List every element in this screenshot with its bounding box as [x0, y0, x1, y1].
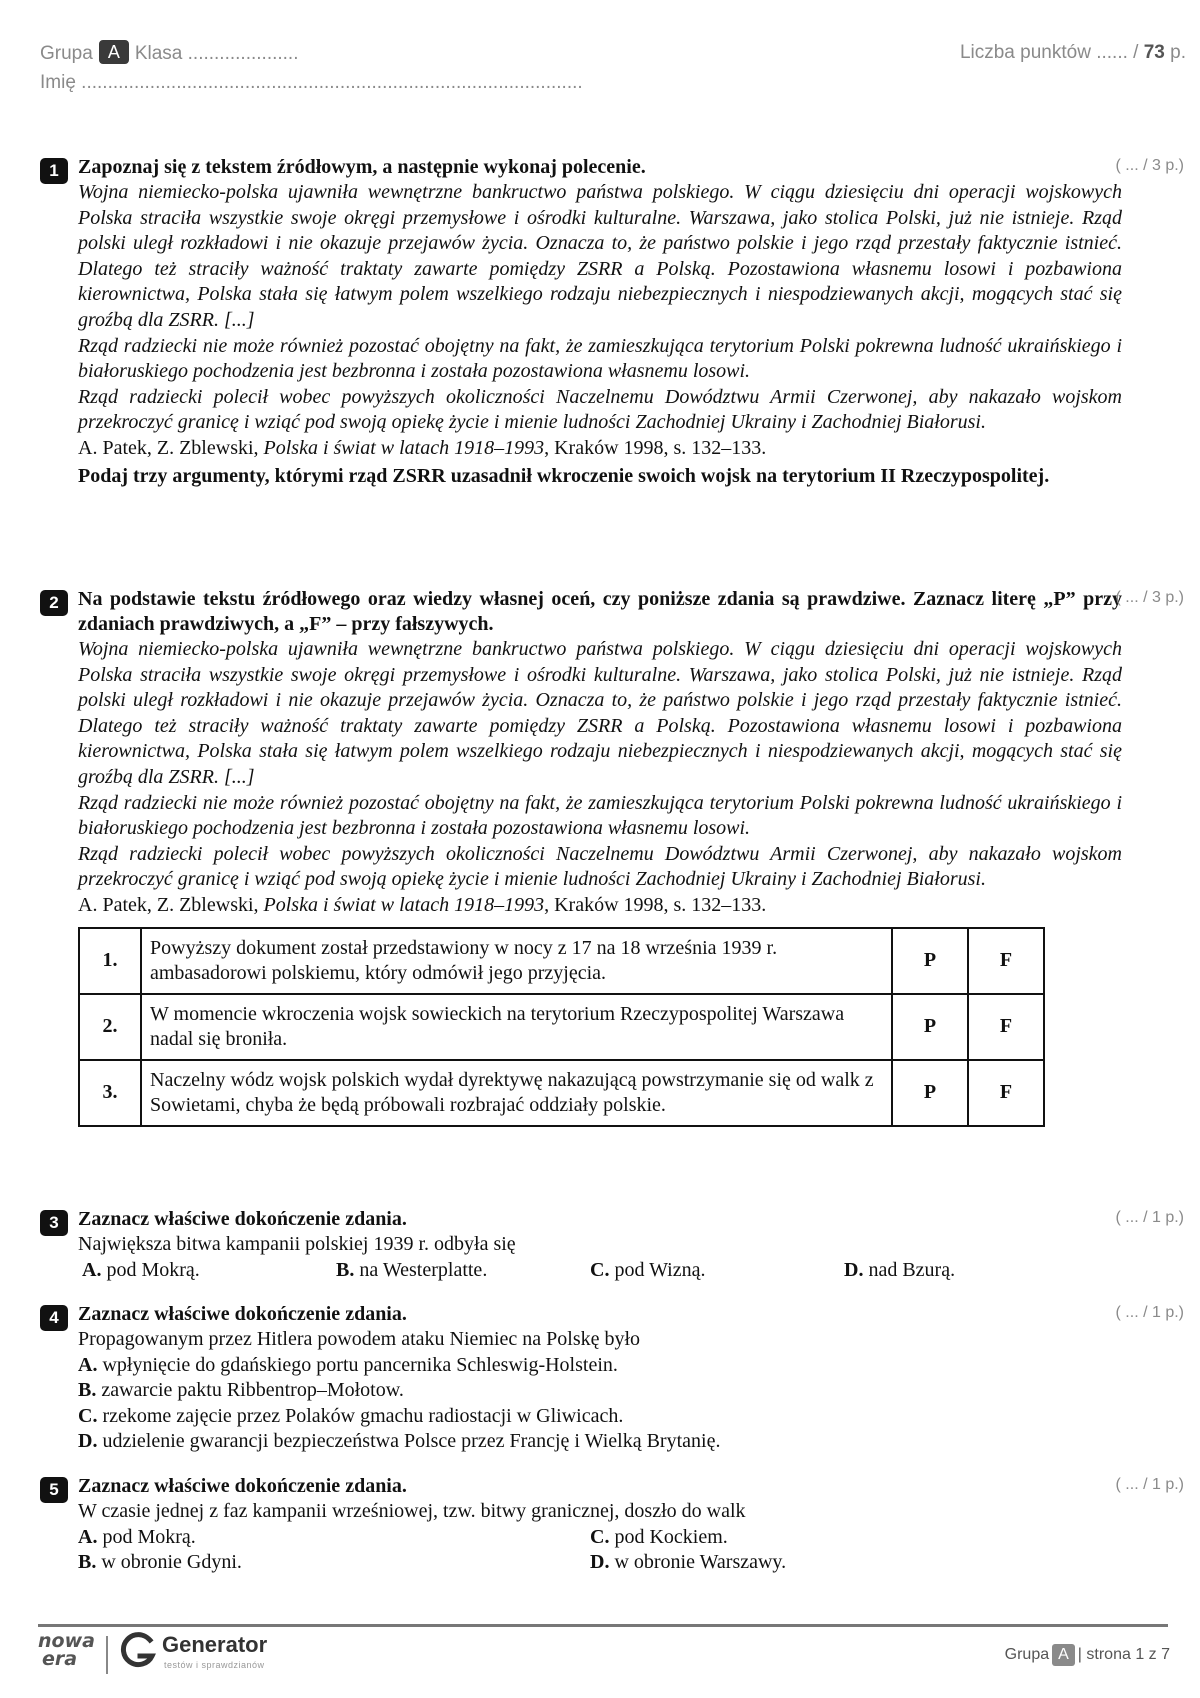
task-1 [40, 155, 1184, 489]
true-option[interactable]: P [892, 994, 968, 1060]
class-label: Klasa ..................... [134, 43, 299, 64]
task-number-badge: 1 [40, 158, 68, 184]
task-number-badge: 4 [40, 1305, 68, 1331]
option-text: wpłynięcie do gdańskiego portu pancernika Schleswig-Holstein. [97, 1353, 618, 1376]
task-instruction: Zaznacz właściwe dokończenie zdania. [78, 1475, 407, 1497]
generator-logo-text: Generator [162, 1632, 268, 1657]
answer-options [78, 1525, 1122, 1576]
generator-logo-icon [120, 1632, 156, 1672]
citation-rest: , Kraków 1998, s. 132–133. [544, 436, 767, 459]
option-c[interactable] [590, 1258, 844, 1283]
false-option[interactable]: F [968, 994, 1044, 1060]
row-statement: Naczelny wódz wojsk polskich wydał dyrektywę nakazującą powstrzymanie się od walk z Sowietami, chyba że będą próbowali rozbrajać oddziały polskie. [141, 1060, 892, 1126]
name-line [40, 72, 583, 94]
row-statement: Powyższy dokument został przedstawiony w nocy z 17 na 18 września 1939 r. ambasadorowi polskiemu, który odmówił jego przyjęcia. [141, 928, 892, 994]
option-text: nad Bzurą. [863, 1258, 956, 1281]
option-d[interactable] [844, 1258, 1098, 1283]
task-stem: Propagowanym przez Hitlera powodem ataku Niemiec na Polskę było [78, 1328, 641, 1350]
task-4 [40, 1302, 1184, 1455]
task-question: Podaj trzy argumenty, którymi rząd ZSRR uzasadnił wkroczenie swoich wojsk na terytorium II Rzeczypospolitej. [78, 464, 1050, 487]
points-suffix: p. [1170, 42, 1186, 63]
generator-logo-subtitle: testów i sprawdzianów [164, 1660, 265, 1670]
option-a[interactable] [78, 1525, 590, 1551]
citation-title: Polska i świat w latach 1918–1993 [263, 893, 545, 916]
task-points: ( ... / 1 p.) [1115, 1209, 1184, 1226]
option-letter: C. [590, 1258, 610, 1281]
source-paragraph: Rząd radziecki nie może również pozostać obojętny na fakt, że zamieszkująca terytorium Polski pokrewna ludność ukraińskiego i białoruskiego pochodzenia jest bezbronna i została pozostawiona własnemu losowi. [78, 791, 1122, 840]
nowa-era-logo [38, 1632, 95, 1668]
option-b[interactable] [78, 1550, 590, 1576]
task-points: ( ... / 3 p.) [1115, 157, 1184, 174]
true-option[interactable]: P [892, 928, 968, 994]
logo-era-text: era [42, 1648, 78, 1670]
points-label: Liczba punktów ...... / [959, 42, 1139, 63]
group-badge: A [99, 40, 129, 64]
page-number: | strona 1 z 7 [1077, 1646, 1170, 1663]
citation-authors: A. Patek, Z. Zblewski, [78, 893, 264, 916]
row-number: 3. [79, 1060, 141, 1126]
points-total: 73 [1143, 42, 1165, 63]
task-instruction: Zaznacz właściwe dokończenie zdania. [78, 1303, 407, 1325]
citation-title: Polska i świat w latach 1918–1993 [263, 436, 545, 459]
option-a[interactable] [78, 1353, 1122, 1379]
option-letter: B. [78, 1551, 97, 1574]
source-paragraph: Rząd radziecki polecił wobec powyższych okoliczności Naczelnemu Dowództwu Armii Czerwonej, aby nakazało wojskom przekroczyć granicę i wziąć pod swoją opiekę życie i mienie ludności Zachodniej Ukrainy i Zachodniej Białorusi. [78, 385, 1122, 434]
option-letter: D. [78, 1430, 98, 1453]
option-text: pod Mokrą. [97, 1525, 196, 1548]
source-paragraph: Wojna niemiecko-polska ujawniła wewnętrzne bankructwo państwa polskiego. W ciągu dziesięciu dni operacji wojskowych Polska straciła wszystkie swoje okręgi przemysłowe i ośrodki kulturalne. Warszawa, jako stolica Polski, już nie istnieje. Rząd polski uległ rozkładowi i nie okazuje przejawów życia. Oznacza to, że państwo polskie i jego rząd przestały faktycznie istnieć. Dlatego też straciły ważność traktaty zawarte pomiędzy ZSRR a Polską. Pozostawiona własnemu losowi i pozbawiona kierownictwa, Polska stała się łatwym polem wszelkiego rodzaju niebezpiecznych i niespodziewanych akcji, mogących stać się groźbą dla ZSRR. [...] [78, 638, 1122, 788]
task-instruction: Zapoznaj się z tekstem źródłowym, a następnie wykonaj polecenie. [78, 156, 646, 178]
option-text: pod Mokrą. [101, 1258, 200, 1281]
row-number: 2. [79, 994, 141, 1060]
table-row [79, 994, 1044, 1060]
option-b[interactable] [78, 1378, 1122, 1404]
option-letter: B. [336, 1258, 355, 1281]
table-row [79, 928, 1044, 994]
task-number-badge: 2 [40, 590, 68, 616]
task-2 [40, 587, 1184, 1127]
group-label: Grupa [40, 43, 93, 64]
row-statement: W momencie wkroczenia wojsk sowieckich na terytorium Rzeczypospolitej Warszawa nadal się broniła. [141, 994, 892, 1060]
option-text: na Westerplatte. [354, 1258, 488, 1281]
option-text: pod Wizną. [609, 1258, 706, 1281]
option-c[interactable] [78, 1404, 1122, 1430]
footer-group-badge: A [1052, 1644, 1075, 1666]
source-paragraph: Rząd radziecki polecił wobec powyższych okoliczności Naczelnemu Dowództwu Armii Czerwonej, aby nakazało wojskom przekroczyć granicę i wziąć pod swoją opiekę życie i mienie ludności Zachodniej Ukrainy i Zachodniej Białorusi. [78, 842, 1122, 891]
task-points: ( ... / 3 p.) [1115, 589, 1184, 606]
option-text: w obronie Gdyni. [96, 1551, 242, 1574]
page-footer-info [1005, 1644, 1170, 1666]
source-paragraph: Wojna niemiecko-polska ujawniła wewnętrzne bankructwo państwa polskiego. W ciągu dziesięciu dni operacji wojskowych Polska straciła wszystkie swoje okręgi przemysłowe i ośrodki kulturalne. Warszawa, jako stolica Polski, już nie istnieje. Rząd polski uległ rozkładowi i nie okazuje przejawów życia. Oznacza to, że państwo polskie i jego rząd przestały faktycznie istnieć. Dlatego też straciły ważność traktaty zawarte pomiędzy ZSRR a Polską. Pozostawiona własnemu losowi i pozbawiona kierownictwa, Polska stała się łatwym polem wszelkiego rodzaju niebezpiecznych i niespodziewanych akcji, mogących stać się groźbą dla ZSRR. [...] [78, 181, 1122, 331]
citation-authors: A. Patek, Z. Zblewski, [78, 436, 264, 459]
option-letter: A. [78, 1353, 98, 1376]
task-5 [40, 1474, 1184, 1576]
row-number: 1. [79, 928, 141, 994]
false-option[interactable]: F [968, 928, 1044, 994]
task-3 [40, 1207, 1184, 1283]
option-d[interactable] [590, 1550, 990, 1576]
footer-divider [38, 1624, 1168, 1627]
option-letter: A. [82, 1258, 102, 1281]
true-option[interactable]: P [892, 1060, 968, 1126]
task-instruction: Na podstawie tekstu źródłowego oraz wiedzy własnej oceń, czy poniższe zdania są prawdziwe. Zaznacz literę „P” przy zdaniach prawdziwych, a „F” – przy fałszywych. [78, 588, 1122, 635]
footer-group-label: Grupa [1004, 1646, 1050, 1663]
answer-options [82, 1258, 1122, 1283]
table-row [79, 1060, 1044, 1126]
option-letter: D. [844, 1258, 864, 1281]
source-citation [78, 436, 1122, 462]
option-text: udzielenie gwarancji bezpieczeństwa Polsce przez Francję i Wielką Brytanię. [97, 1430, 721, 1453]
option-letter: D. [590, 1551, 610, 1574]
option-b[interactable] [336, 1258, 590, 1283]
group-class-line [40, 40, 299, 65]
true-false-table [78, 927, 1045, 1127]
task-number-badge: 3 [40, 1210, 68, 1236]
source-citation [78, 893, 1122, 919]
false-option[interactable]: F [968, 1060, 1044, 1126]
option-a[interactable] [82, 1258, 336, 1283]
task-stem: Największa bitwa kampanii polskiej 1939 r. odbyła się [78, 1233, 516, 1255]
option-letter: C. [590, 1525, 610, 1548]
option-letter: B. [78, 1379, 97, 1402]
option-letter: C. [78, 1404, 98, 1427]
option-text: rzekome zajęcie przez Polaków gmachu radiostacji w Gliwicach. [97, 1404, 624, 1427]
task-points: ( ... / 1 p.) [1115, 1304, 1184, 1321]
option-text: zawarcie paktu Ribbentrop–Mołotow. [96, 1379, 404, 1402]
logo-nowa-text: nowa [38, 1630, 95, 1652]
option-c[interactable] [590, 1525, 990, 1551]
source-paragraph: Rząd radziecki nie może również pozostać obojętny na fakt, że zamieszkująca terytorium Polski pokrewna ludność ukraińskiego i białoruskiego pochodzenia jest bezbronna i została pozostawiona własnemu losowi. [78, 334, 1122, 383]
points-total-line [960, 42, 1186, 64]
option-d[interactable] [78, 1429, 1122, 1455]
task-points: ( ... / 1 p.) [1115, 1476, 1184, 1493]
task-instruction: Zaznacz właściwe dokończenie zdania. [78, 1208, 407, 1230]
option-letter: A. [78, 1525, 98, 1548]
task-number-badge: 5 [40, 1477, 68, 1503]
option-text: w obronie Warszawy. [609, 1551, 787, 1574]
name-label: Imię ............................................................................................... [40, 72, 583, 93]
option-text: pod Kockiem. [609, 1525, 728, 1548]
citation-rest: , Kraków 1998, s. 132–133. [544, 893, 767, 916]
task-stem: W czasie jednej z faz kampanii wrześniowej, tzw. bitwy granicznej, doszło do walk [78, 1500, 746, 1522]
logo-separator [106, 1636, 108, 1674]
